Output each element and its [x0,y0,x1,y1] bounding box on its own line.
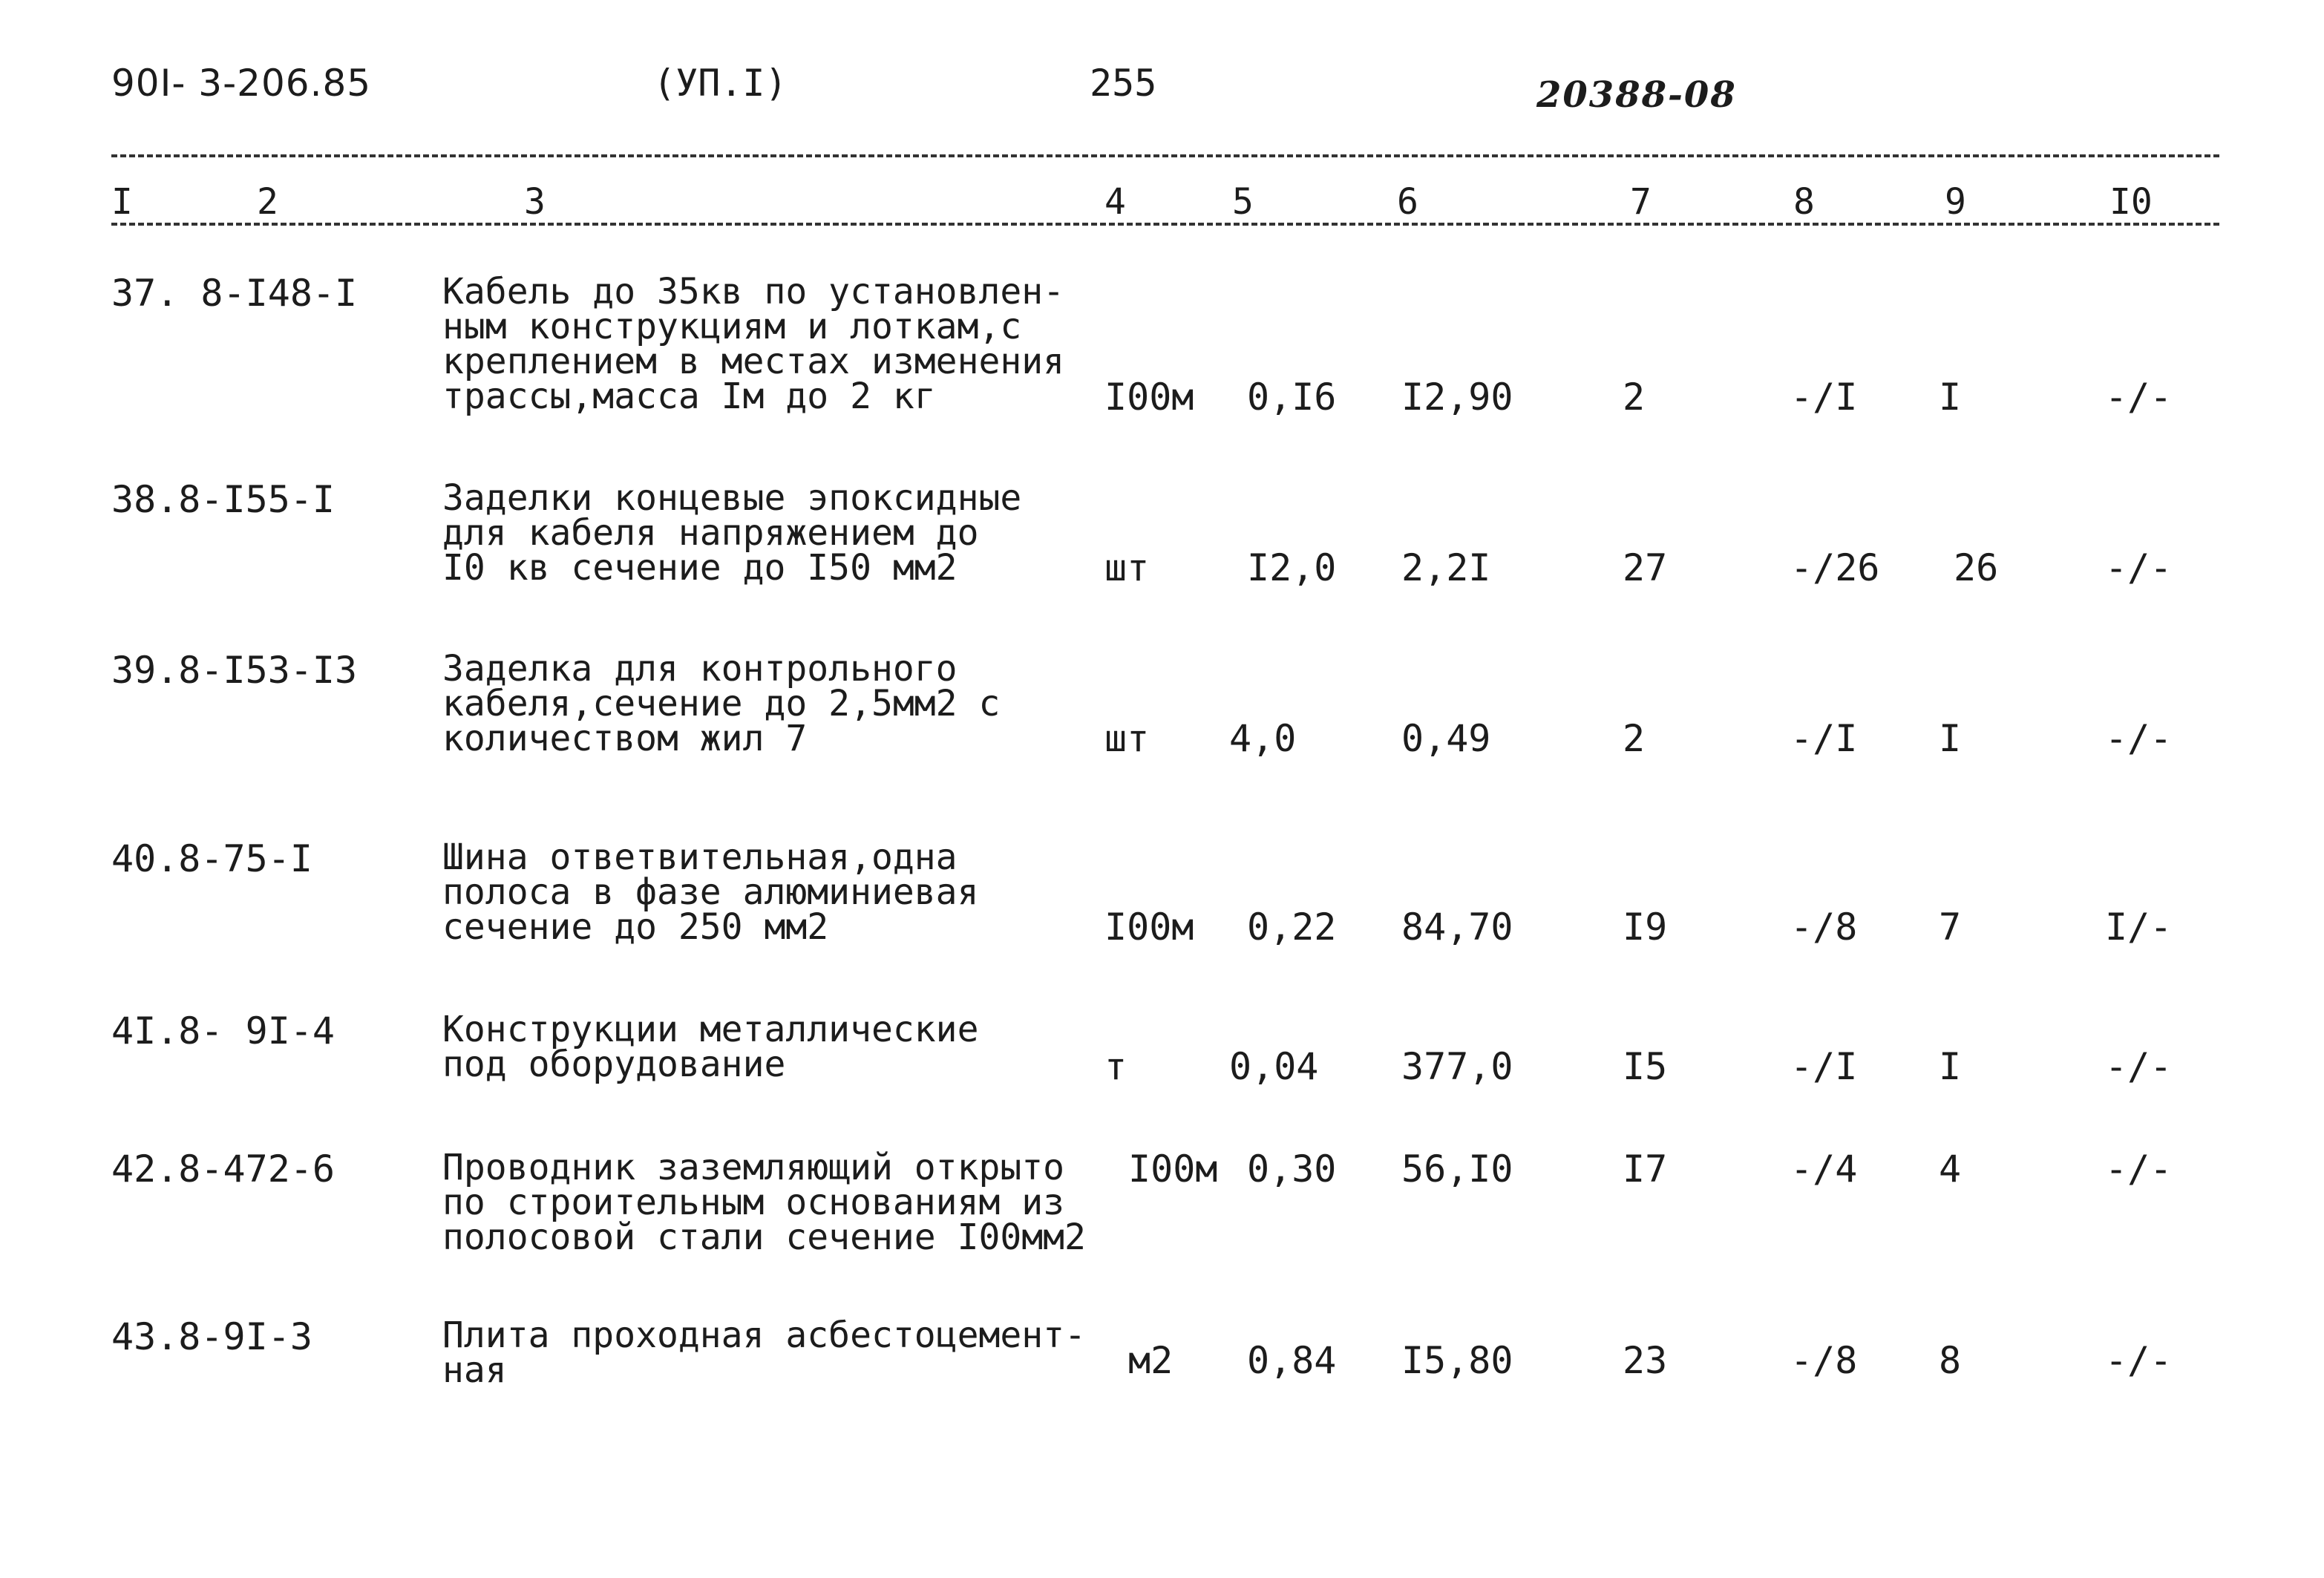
row-col7: 2 [1623,376,1646,419]
row-quantity: I2,0 [1247,546,1337,589]
row-quantity: 4,0 [1229,717,1297,760]
row-code: 4I.8- 9I-4 [111,1009,335,1052]
row-code: 37. 8-I48-I [111,272,358,315]
row-quantity: 0,04 [1229,1045,1319,1088]
row-col8: -/8 [1790,906,1858,949]
row-quantity: 0,84 [1247,1339,1337,1382]
row-unit: I00м [1104,906,1194,949]
row-col10: I/- [2105,906,2173,949]
row-col8: -/I [1790,1045,1858,1088]
row-description: Конструкции металлические под оборудование [442,1009,979,1085]
row-col9: 26 [1954,546,1999,589]
row-col8: -/4 [1790,1148,1858,1191]
row-description: Плита проходная асбестоцемент- ная [442,1315,1086,1391]
row-col9: I [1939,717,1962,760]
row-price: 84,70 [1401,906,1513,949]
row-col10: -/- [2105,717,2173,760]
section-label: (УП.I) [653,62,788,105]
row-col8: -/8 [1790,1339,1858,1382]
column-divider [111,223,2219,226]
row-description: Кабель до 35кв по установлен- ным конструкциям и лоткам,с креплением в местах изменения трассы,масса Iм до 2 кг [442,271,1065,417]
row-col9: 4 [1939,1148,1962,1191]
column-number: 8 [1793,181,1815,223]
column-number: 3 [524,181,546,223]
column-number: 5 [1232,181,1254,223]
row-unit: I00м [1128,1148,1218,1191]
column-number: 2 [257,181,278,223]
row-price: 56,I0 [1401,1148,1513,1191]
row-unit: шт [1104,717,1150,760]
row-description: Заделки концевые эпоксидные для кабеля напряжением до I0 кв сечение до I50 мм2 [442,477,1022,589]
row-col8: -/I [1790,376,1858,419]
row-col7: 2 [1623,717,1646,760]
row-col10: -/- [2105,1148,2173,1191]
column-number: 9 [1945,181,1966,223]
row-price: I2,90 [1401,376,1513,419]
row-unit: м2 [1128,1339,1174,1382]
row-unit: шт [1104,546,1150,589]
row-col10: -/- [2105,1045,2173,1088]
row-col7: 23 [1623,1339,1668,1382]
row-description: Заделка для контрольного кабеля,сечение до 2,5мм2 с количеством жил 7 [442,648,1001,759]
row-col8: -/26 [1790,546,1880,589]
row-col10: -/- [2105,376,2173,419]
row-quantity: 0,22 [1247,906,1337,949]
row-col9: 7 [1939,906,1962,949]
row-col7: I5 [1623,1045,1668,1088]
column-number: 6 [1397,181,1418,223]
column-number: I0 [2109,181,2153,223]
top-divider [111,154,2219,157]
row-col7: I7 [1623,1148,1668,1191]
row-unit: I00м [1104,376,1194,419]
registration-number: 20388-08 [1536,74,1737,116]
row-col10: -/- [2105,546,2173,589]
row-code: 43.8-9I-3 [111,1315,312,1358]
row-unit: т [1104,1045,1127,1088]
row-col10: -/- [2105,1339,2173,1382]
document-code: 90I- 3-206.85 [111,62,372,105]
row-price: 2,2I [1401,546,1491,589]
row-col9: 8 [1939,1339,1962,1382]
row-price: I5,80 [1401,1339,1513,1382]
row-code: 39.8-I53-I3 [111,649,358,692]
row-description: Проводник заземляющий открыто по строительным основаниям из полосовой стали сечение I00мм2 [442,1147,1086,1258]
row-quantity: 0,30 [1247,1148,1337,1191]
row-description: Шина ответвительная,одна полоса в фазе алюминиевая сечение до 250 мм2 [442,837,979,948]
row-col9: I [1939,376,1962,419]
page-number: 255 [1090,62,1157,105]
row-price: 377,0 [1401,1045,1513,1088]
row-code: 40.8-75-I [111,837,312,880]
row-code: 42.8-472-6 [111,1148,335,1191]
column-number: I [111,181,133,223]
row-col9: I [1939,1045,1962,1088]
row-price: 0,49 [1401,717,1491,760]
row-col8: -/I [1790,717,1858,760]
row-quantity: 0,I6 [1247,376,1337,419]
row-code: 38.8-I55-I [111,478,335,521]
row-col7: I9 [1623,906,1668,949]
row-col7: 27 [1623,546,1668,589]
column-number: 7 [1630,181,1652,223]
column-number: 4 [1104,181,1126,223]
